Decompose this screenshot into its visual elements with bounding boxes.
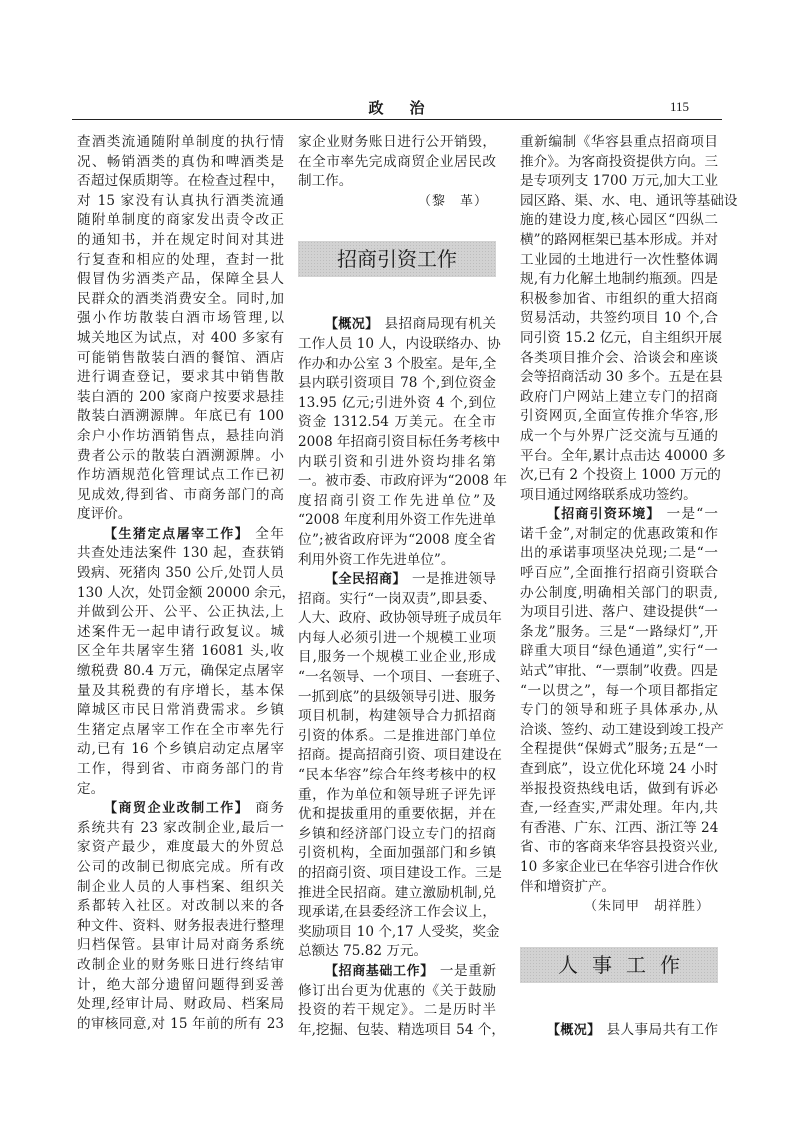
text-line: 规,有力化解土地制约瓶颈。四是 [520, 271, 718, 288]
text-line: 各类项目推介会、洽谈会和座谈 [520, 349, 718, 366]
text-line: 辟重大项目“绿色通道”,实行“一 [520, 643, 718, 660]
text-line: 招商。提高招商引资、项目建设在 [298, 747, 502, 764]
text-line: 否超过保质期等。在检查过程中， [77, 173, 284, 190]
text-line: 内联引资和引进外资均排名第 [298, 453, 496, 470]
paragraph [298, 315, 507, 570]
text-line: 并做到公开、公平、公正执法,上 [77, 604, 284, 621]
text-line: 改制企业的财务账日进行终结审 [77, 956, 284, 973]
text-line: 投资的若干规定》。二是历时半 [298, 1002, 496, 1019]
text-line: 度评价。 [77, 506, 132, 523]
text-line: 随附单制度的商家发出责令改正 [77, 212, 284, 229]
text-line: 修订出台更为优惠的《关于鼓励 [298, 982, 496, 999]
text-line: 一抓到底”的县级领导引进、服务 [298, 688, 496, 705]
text-line: 站式”审批、“一票制”收费。四是 [520, 663, 718, 680]
text-line: 平台。全年,累计点击达 40000 多 [520, 447, 726, 464]
text-line: 次,已有 2 个投资上 1000 万元的 [520, 467, 721, 484]
text-line: 工作人员 10 人，内设联络办、协 [298, 335, 501, 352]
text-line: 散装白酒溯源牌。年底已有 100 [77, 408, 284, 425]
paragraph-heading-line [298, 315, 496, 335]
text-line: 伴和增资扩产。 [520, 878, 616, 895]
text-line: 查,一经查实,严肃处理。年内,共 [520, 800, 718, 817]
text-line: 项目通过网络联系成功签约。 [520, 486, 697, 503]
paragraph-text: 商务 [255, 800, 284, 817]
paragraph-text: 一是推进领导 [411, 571, 496, 588]
text-line: 的通知书，并在规定时间对其进 [77, 231, 284, 248]
text-line: 利用外资工作先进单位”。 [298, 551, 455, 568]
paragraph-heading-line [77, 799, 284, 819]
text-line: 制工作。 [298, 173, 353, 190]
text-line: 度招商引资工作先进单位”及 [298, 492, 496, 509]
text-line: 有香港、广东、江西、浙江等 24 [520, 819, 719, 836]
text-line: 总额达 75.82 万元。 [298, 943, 428, 960]
text-line: 制企业人员的人事档案、组织关 [77, 878, 284, 895]
text-line: 况、畅销酒类的真伪和啤酒类是 [77, 153, 284, 170]
paragraph [298, 962, 505, 1040]
text-line: 引资的体系。二是推进部门单位 [298, 727, 496, 744]
text-line: 全程提供“保姆式”服务;五是“一 [520, 741, 718, 758]
text-column-3 [520, 133, 738, 1040]
text-line: 为项目引进、落户、建设提供“一 [520, 604, 718, 621]
text-line: 系都转入社区。对改制以来的各 [77, 898, 284, 915]
paragraph-heading: 【商贸企业改制工作】 [104, 801, 250, 817]
text-line: 乡镇和经济部门设立专门的招商 [298, 825, 496, 842]
page-number: 115 [670, 99, 690, 114]
paragraph-text: 一是重新 [439, 962, 496, 979]
paragraph-heading: 【招商引资环境】 [547, 507, 661, 523]
text-line: 进行调查登记，要求其中销售散 [77, 369, 284, 386]
text-line: 处理,经审计局、财政局、档案局 [77, 996, 284, 1013]
text-line: 奖励项目 10 个,17 人受奖，奖金 [298, 923, 500, 940]
text-line: 优和提拔重用的重要依据，并在 [298, 806, 496, 823]
text-line: 家资产最少，难度最大的外贸总 [77, 839, 284, 856]
text-line: 量及其税费的有序增长，基本保 [77, 682, 284, 699]
text-line: 人大、政府、政协领导班子成员年 [298, 610, 502, 627]
text-line: 成一个与外界广泛交流与互通的 [520, 427, 718, 444]
text-line: 缴税费 80.4 万元，确保定点屠宰 [77, 663, 284, 680]
paragraph [298, 570, 509, 962]
paragraph-heading-line [77, 525, 284, 545]
text-line: 毁病、死猪肉 350 公斤,处罚人员 [77, 565, 284, 582]
running-header-section: 政治 [368, 99, 451, 117]
text-line: 的招商引资、项目建设工作。三是 [298, 865, 502, 881]
text-line: 共查处违法案件 130 起，查获销 [77, 545, 284, 562]
text-line: 条龙”服务。三是“一路绿灯”,开 [520, 623, 718, 640]
text-line: 费者公示的散装白酒溯源牌。小 [77, 447, 284, 464]
text-line: 项目机制，构建领导合力抓招商 [298, 708, 496, 725]
text-line: 计，绝大部分遗留问题得到妥善 [77, 976, 284, 993]
paragraph-heading: 【概况】 [547, 1022, 601, 1038]
text-line: 专门的领导和班子具体承办,从 [520, 702, 718, 719]
text-column-1 [77, 133, 296, 1034]
text-line: 同引资 15.2 亿元，自主组织开展 [520, 329, 723, 346]
text-line: 年,挖掘、包装、精选项目 54 个， [298, 1021, 505, 1038]
text-line: 举报投资热线电话，做到有诉必 [520, 780, 718, 797]
text-column-2 [298, 133, 509, 1040]
text-line: 一。被市委、市政府评为“2008 年 [298, 473, 507, 490]
text-line: 施的建设力度,核心园区“四纵二 [520, 212, 718, 229]
text-line: 呼百应”,全面推行招商引资联合 [520, 565, 718, 582]
text-line: 洽谈、签约、动工建设到竣工投产 [520, 721, 724, 738]
text-line: 是专项列支 1700 万元,加大工业 [520, 173, 718, 190]
text-line: 动,已有 16 个乡镇启动定点屠宰 [77, 741, 284, 758]
text-line: 会等招商活动 30 多个。五是在县 [520, 369, 723, 386]
text-line: 定。 [77, 780, 105, 797]
paragraph-heading: 【全民招商】 [325, 572, 406, 588]
text-line: 归档保管。县审计局对商务系统 [77, 937, 284, 954]
text-line: 的审核同意,对 15 年前的所有 23 [77, 1015, 284, 1032]
text-line: 装白酒的 200 家商户按要求悬挂 [77, 388, 284, 405]
text-line: 横”的路网框架已基本形成。并对 [520, 231, 718, 248]
text-line: 城关地区为试点，对 400 多家有 [77, 329, 284, 346]
text-line: 查到底”，设立优化环境 24 小时 [520, 761, 718, 777]
text-line: 可能销售散装白酒的餐馆、酒店 [77, 349, 284, 366]
section-title: 招商引资工作 [298, 241, 496, 277]
text-line: 10 多家企业已在华容引进合作伙 [520, 858, 719, 875]
text-line: “一以贯之”，每一个项目都指定 [520, 682, 718, 699]
paragraph-heading-line [520, 1021, 718, 1041]
paragraph-heading-line [298, 962, 496, 982]
text-line: 系统共有 23 家改制企业,最后一 [77, 819, 284, 836]
author-signature: （黎 革） [417, 193, 488, 209]
text-line: 政府门户网站上建立专门的招商 [520, 388, 718, 405]
text-line: 积极参加省、市组织的重大招商 [520, 290, 718, 307]
text-line: 推介》。为客商投资提供方向。三 [520, 153, 718, 170]
text-line: 工业园的土地进行一次性整体调 [520, 251, 718, 268]
text-line: 余户小作坊酒销售点，悬挂向消 [77, 427, 284, 444]
text-line: 推进全民招商。建立激励机制,兑 [298, 884, 496, 901]
text-line: 省、市的客商来华容县投资兴业, [520, 839, 718, 856]
section-title: 人事工作 [520, 947, 718, 983]
text-line: 述案件无一起申请行政复议。城 [77, 623, 284, 640]
text-line: 引资机构，全面加强部门和乡镇 [298, 845, 496, 862]
text-line: “一名领导、一个项目、一套班子、 [298, 669, 509, 686]
text-line: 130 人次，处罚金额 20000 余元， [77, 584, 296, 601]
text-line: 见成效,得到省、市商务部门的高 [77, 486, 284, 503]
paragraph-heading-line [520, 505, 718, 525]
text-line: 区全年共屠宰生猪 16081 头,收 [77, 643, 284, 660]
text-line: “2008 年度利用外资工作先进单 [298, 512, 496, 529]
text-line: 行复查和相应的处理，查封一批 [77, 251, 284, 268]
text-line: “民本华容”综合年终考核中的权 [298, 767, 496, 784]
paragraph-text: 县招商局现有机关 [384, 316, 496, 333]
text-line: 园区路、渠、水、电、通讯等基础设 [520, 192, 738, 209]
header-rule [72, 119, 722, 120]
text-line: 查酒类流通随附单制度的执行情 [77, 134, 284, 150]
paragraph-heading: 【生猪定点屠宰工作】 [104, 526, 250, 542]
text-line: 对 15 家没有认真执行酒类流通 [77, 192, 284, 209]
paragraph [298, 133, 496, 192]
text-line: 贸易活动，共签约项目 10 个,合 [520, 310, 718, 327]
paragraph [77, 525, 296, 799]
paragraph [77, 799, 284, 1034]
text-line: 重新编制《华容县重点招商项目 [520, 134, 718, 150]
text-line: 位”;被省政府评为“2008 度全省 [298, 531, 496, 548]
author-signature: （朱同甲 胡祥胜） [583, 899, 710, 915]
paragraph [77, 133, 284, 525]
text-line: 强小作坊散装白酒市场管理,以 [77, 310, 284, 327]
paragraph-heading: 【概况】 [325, 317, 379, 333]
paragraph-heading-line [298, 570, 496, 590]
text-line: 招商。实行“一岗双责”,即县委、 [298, 590, 496, 607]
text-line: 工作，得到省、市商务部门的肯 [77, 761, 284, 777]
text-line: 公司的改制已彻底完成。所有改 [77, 858, 284, 875]
paragraph [520, 133, 738, 505]
paragraph-text: 全年 [255, 525, 284, 542]
paragraph-text: 一是“一 [666, 506, 718, 523]
text-line: 办公制度,明确相关部门的职责, [520, 584, 718, 601]
text-line: 障城区市民日常消费需求。乡镇 [77, 702, 284, 719]
text-line: 民群众的酒类消费安全。同时,加 [77, 290, 284, 307]
text-line: 作坊酒规范化管理试点工作已初 [77, 467, 284, 484]
text-line: 出的承诺事项坚决兑现;二是“一 [520, 545, 718, 562]
text-line: 现承诺,在县委经济工作会议上， [298, 904, 496, 921]
text-line: 引资网页,全面宣传推介华容,形 [520, 408, 718, 425]
paragraph [520, 505, 724, 897]
text-line: 2008 年招商引资目标任务考核中 [298, 433, 501, 450]
text-line: 目,服务一个规模工业企业,形成 [298, 649, 496, 666]
text-line: 假冒伪劣酒类产品，保障全县人 [77, 271, 284, 288]
paragraph-text: 县人事局共有工作 [606, 1021, 718, 1038]
text-line: 县内联引资项目 78 个,到位资金 [298, 375, 496, 392]
text-line: 资金 1312.54 万美元。在全市 [298, 414, 496, 431]
text-line: 重，作为单位和领导班子评先评 [298, 786, 496, 803]
paragraph-heading: 【招商基础工作】 [325, 963, 434, 979]
text-line: 种文件、资料、财务报表进行整理 [77, 917, 284, 934]
paragraph [520, 1021, 718, 1041]
text-line: 生猪定点屠宰工作在全市率先行 [77, 721, 284, 738]
text-line: 内每人必须引进一个规模工业项 [298, 629, 496, 646]
text-line: 在全市率先完成商贸企业居民改 [298, 153, 496, 170]
text-line: 家企业财务账日进行公开销毁， [298, 134, 496, 150]
text-line: 作办和办公室 3 个股室。是年,全 [298, 355, 497, 372]
text-line: 13.95 亿元;引进外资 4 个,到位 [298, 394, 496, 411]
text-line: 诺千金”,对制定的优惠政策和作 [520, 525, 718, 542]
